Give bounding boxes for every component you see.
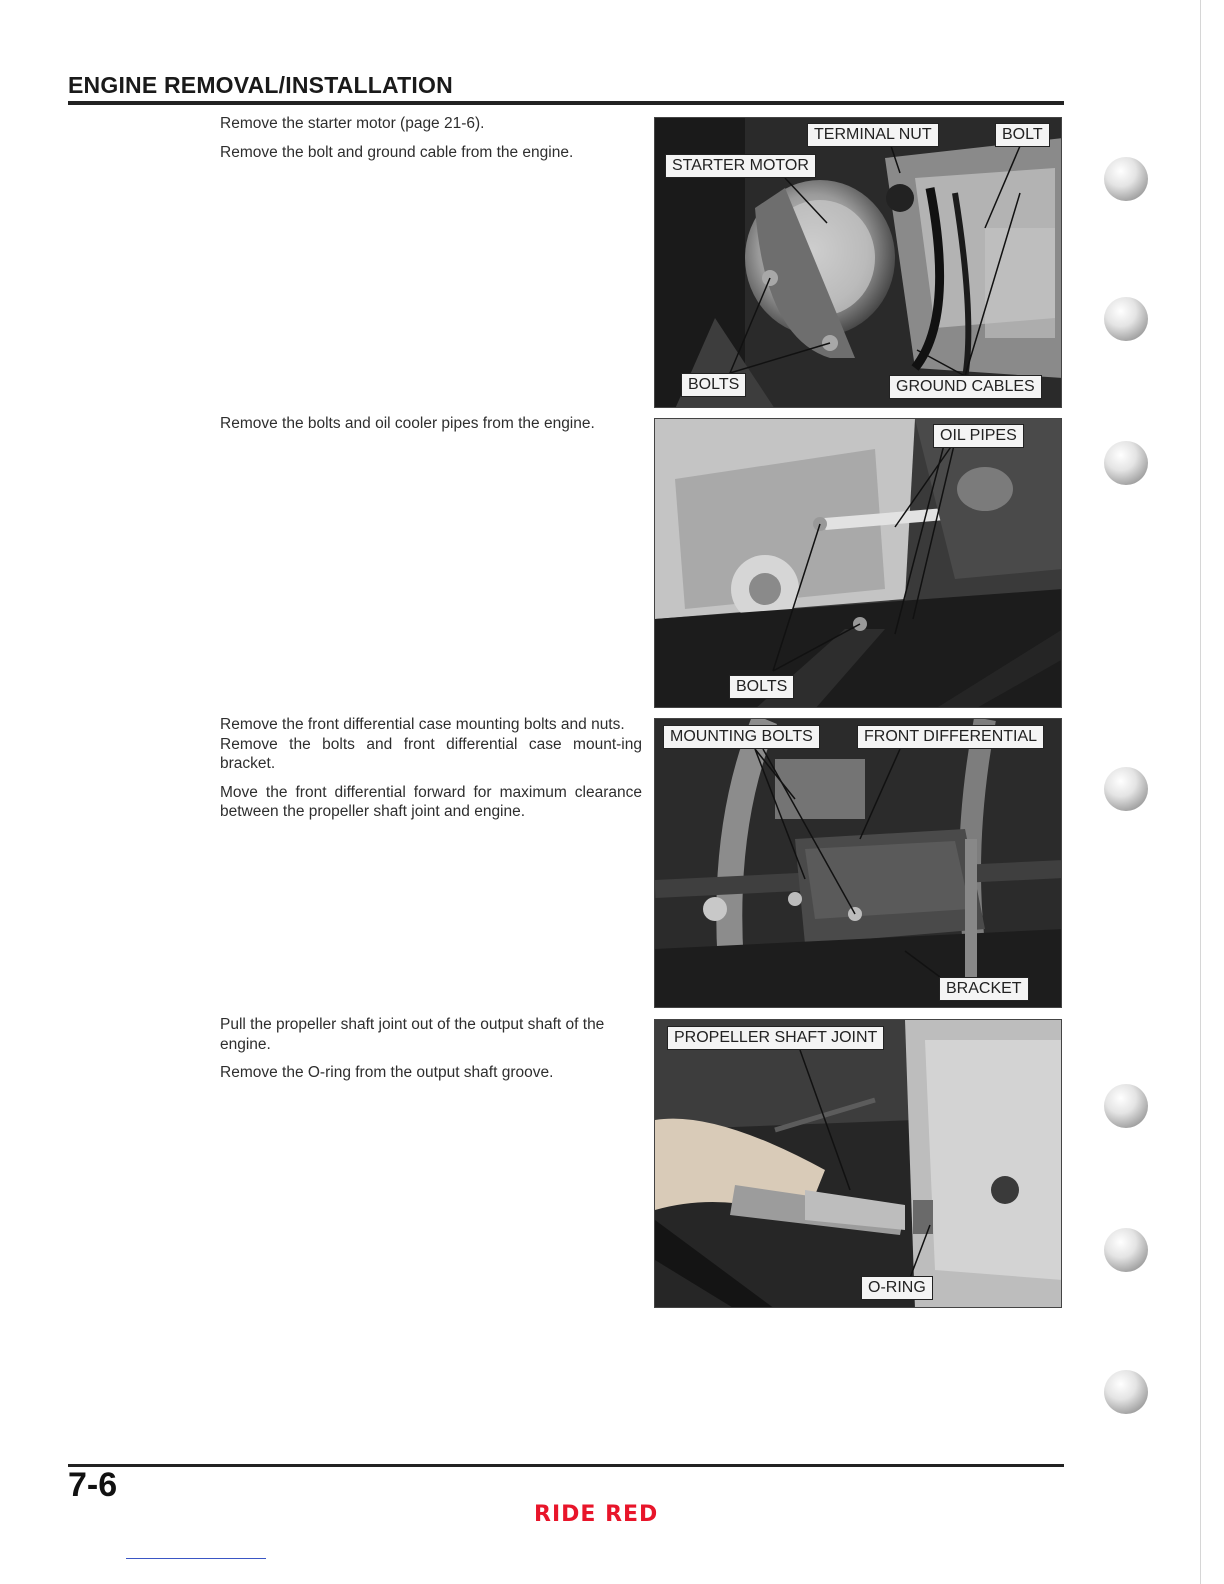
page-title: ENGINE REMOVAL/INSTALLATION xyxy=(68,72,453,98)
label-bolts: BOLTS xyxy=(681,373,746,397)
label-front-differential: FRONT DIFFERENTIAL xyxy=(857,725,1044,749)
step-4-text xyxy=(220,1015,642,1092)
footer-link-underline xyxy=(126,1558,266,1559)
label-o-ring: O-RING xyxy=(861,1276,933,1300)
label-oil-pipes: OIL PIPES xyxy=(933,424,1024,448)
step-2-text xyxy=(220,414,642,443)
label-bolt: BOLT xyxy=(995,123,1050,147)
propeller-shaft-leader-lines xyxy=(655,1020,1062,1308)
starter-motor-photo xyxy=(654,117,1062,408)
label-ground-cables: GROUND CABLES xyxy=(889,375,1042,399)
label-terminal-nut: TERMINAL NUT xyxy=(807,123,939,147)
binder-tab-dot xyxy=(1104,1228,1148,1272)
front-differential-photo xyxy=(654,718,1062,1008)
binder-tab-dot xyxy=(1104,1084,1148,1128)
binder-tab-dot xyxy=(1104,1370,1148,1414)
label-propeller-shaft-joint: PROPELLER SHAFT JOINT xyxy=(667,1026,884,1050)
label-bolts-2: BOLTS xyxy=(729,675,794,699)
step-4-paragraph-2: Remove the O-ring from the output shaft groove. xyxy=(220,1064,554,1081)
label-mounting-bolts: MOUNTING BOLTS xyxy=(663,725,820,749)
step-1-paragraph-1: Remove the starter motor (page 21-6). xyxy=(220,115,485,132)
step-3-paragraph-2: Move the front differential forward for maximum clearance between the propeller shaft joint and engine. xyxy=(220,783,642,820)
step-3-text xyxy=(220,715,642,831)
binder-tab-dot xyxy=(1104,157,1148,201)
page-edge-line xyxy=(1200,0,1201,1584)
header-rule xyxy=(68,101,1064,105)
oil-pipes-leader-lines xyxy=(655,419,1062,708)
propeller-shaft-photo xyxy=(654,1019,1062,1308)
binder-tab-dot xyxy=(1104,441,1148,485)
step-2-paragraph-1: Remove the bolts and oil cooler pipes from the engine. xyxy=(220,415,595,432)
step-4-paragraph-1: Pull the propeller shaft joint out of the output shaft of the engine. xyxy=(220,1016,605,1053)
binder-tab-dot xyxy=(1104,767,1148,811)
brand-logo: RIDE RED xyxy=(534,1502,659,1527)
oil-pipes-photo xyxy=(654,418,1062,708)
footer-rule xyxy=(68,1464,1064,1467)
step-3-paragraph-1: Remove the front differential case mounting bolts and nuts. Remove the bolts and front differential case mount-ing bracket. xyxy=(220,716,642,772)
front-differential-leader-lines xyxy=(655,719,1062,1008)
step-1-text xyxy=(220,114,642,171)
step-1-paragraph-2: Remove the bolt and ground cable from the engine. xyxy=(220,143,574,161)
label-bracket: BRACKET xyxy=(939,977,1029,1001)
page-number: 7-6 xyxy=(68,1466,118,1504)
binder-tab-dot xyxy=(1104,297,1148,341)
label-starter-motor: STARTER MOTOR xyxy=(665,154,816,178)
